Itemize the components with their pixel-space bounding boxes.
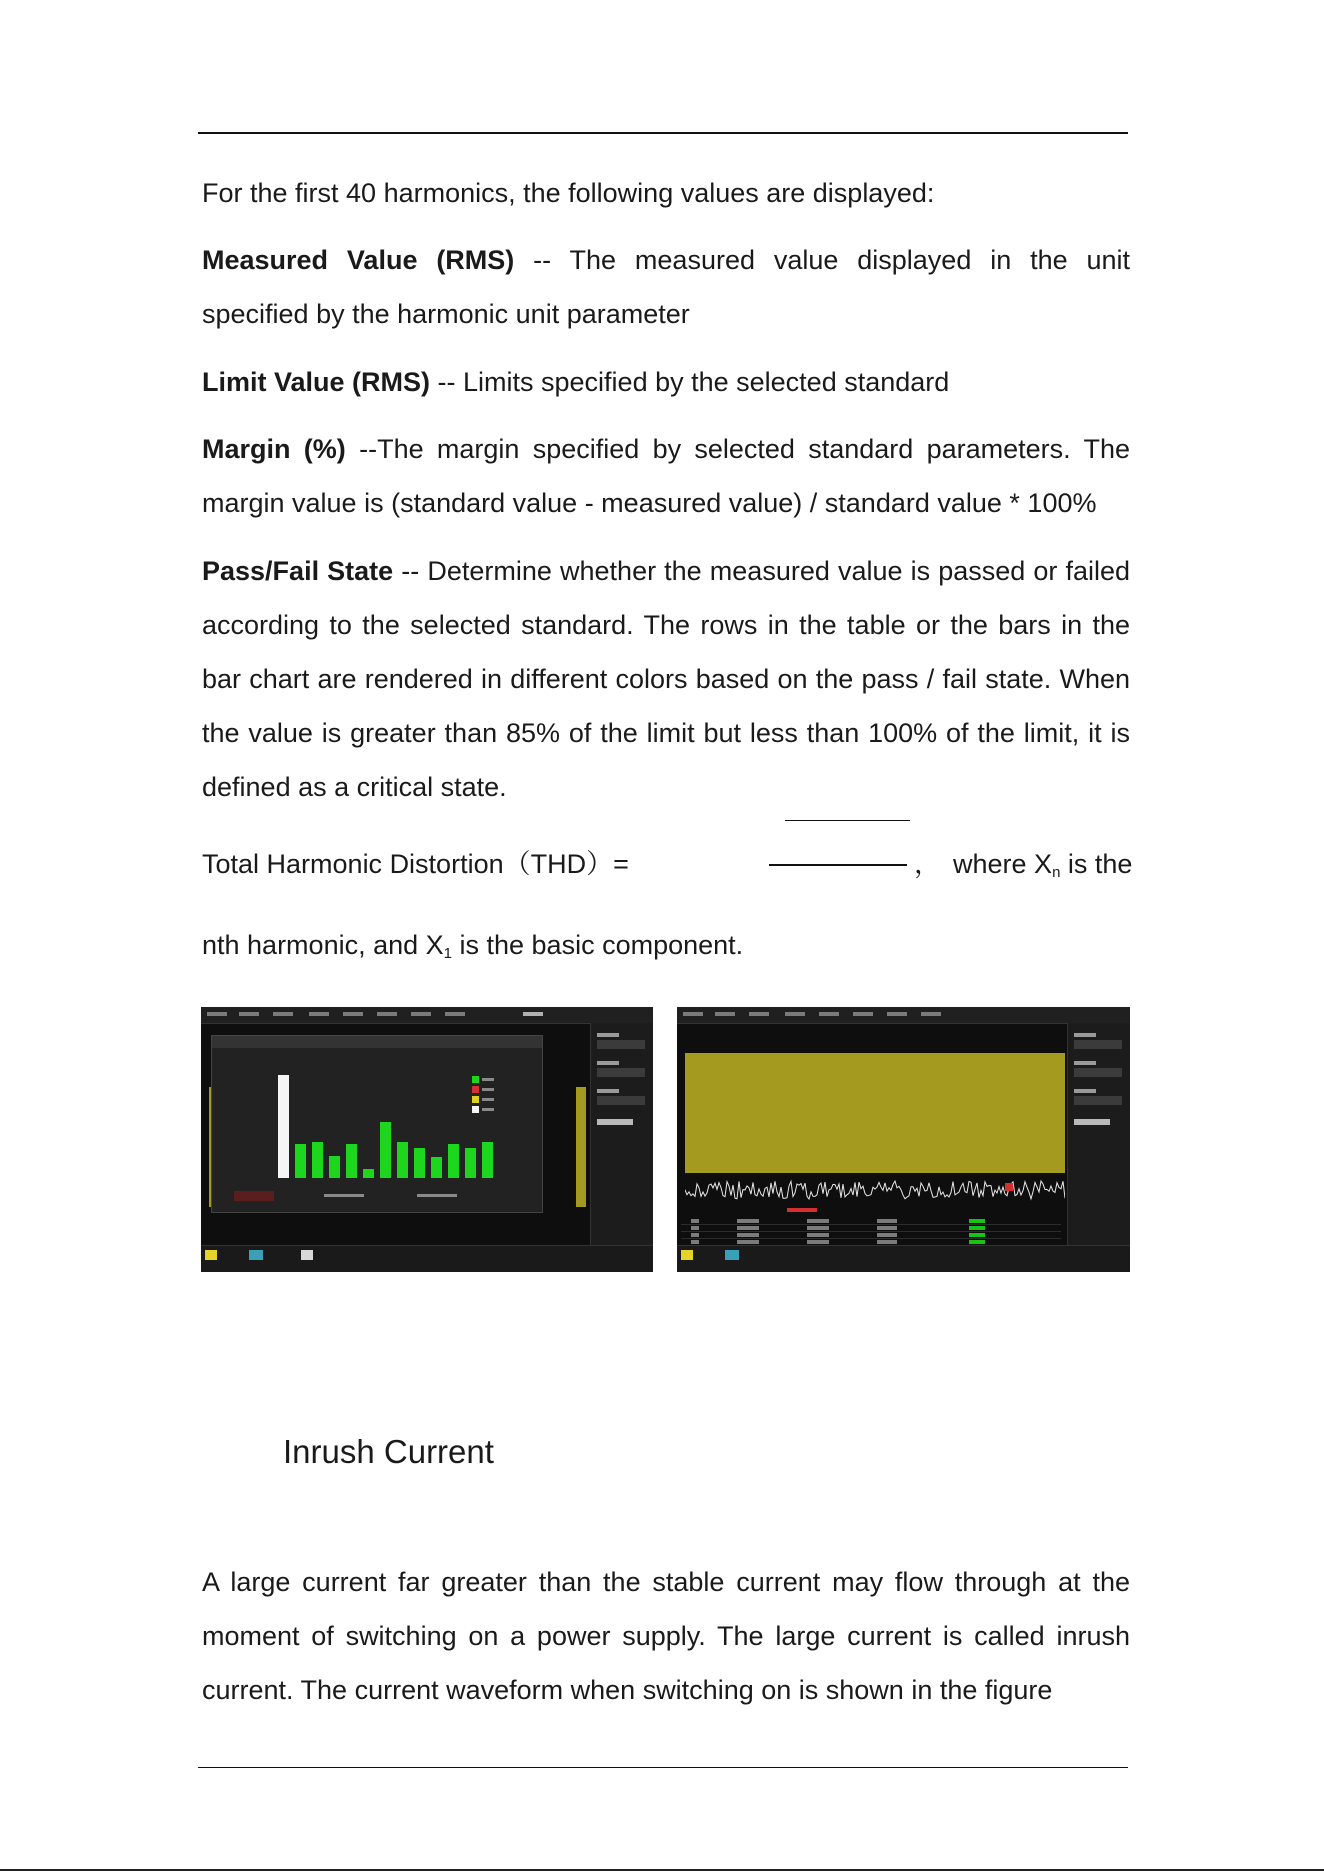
formula-fraction-bar (769, 864, 907, 866)
harmonic-bar (312, 1142, 323, 1178)
pass-fail-paragraph: Pass/Fail State -- Determine whether the measured value is passed or failed according to the selected standard. The rows in the table or the bars in the bar chart are rendered in different colors based on the pass / fail state. When the value is greater than 85% of the limit but less than 100% of the limit, it is defined as a critical state. (202, 556, 1130, 802)
harmonic-bar (295, 1144, 306, 1178)
thd-label: Total Harmonic Distortion（THD）= (202, 849, 629, 879)
table-row (681, 1224, 1061, 1225)
table-cell (737, 1226, 759, 1230)
footer-rule (198, 1767, 1128, 1768)
term-limit-value: Limit Value (RMS) (202, 367, 431, 397)
limit-value-paragraph: Limit Value (RMS) -- Limits specified by the selected standard (202, 367, 950, 397)
table-cell (807, 1240, 829, 1244)
harmonic-bar (448, 1144, 459, 1178)
harmonic-bar (363, 1169, 374, 1178)
harmonic-bar (397, 1142, 408, 1178)
scope-status-bar (201, 1245, 653, 1272)
thd-definition-paragraph: nth harmonic, and $X_1$ is the basic component. (202, 930, 744, 962)
scope-side-menu (590, 1023, 653, 1246)
table-cell (877, 1219, 897, 1223)
noise-trace (685, 1175, 1065, 1205)
table-cell (969, 1233, 985, 1237)
harmonic-bar (431, 1157, 442, 1178)
section-heading-inrush-current: Inrush Current (283, 1433, 494, 1470)
intro-paragraph: For the first 40 harmonics, the following values are displayed: (202, 178, 935, 208)
harmonic-bar (329, 1156, 340, 1178)
harmonic-bar (346, 1144, 357, 1178)
term-margin: Margin (%) (202, 434, 346, 464)
scope-side-menu (1067, 1023, 1130, 1246)
table-cell (807, 1219, 829, 1223)
harmonic-bar (482, 1142, 493, 1178)
table-cell (737, 1233, 759, 1237)
waveform-band (685, 1053, 1065, 1173)
harmonic-bar (278, 1075, 289, 1178)
table-cell (737, 1240, 759, 1244)
harmonic-bar (380, 1122, 391, 1178)
table-cell (691, 1240, 699, 1244)
channel-edge-right (576, 1087, 586, 1207)
inrush-paragraph: A large current far greater than the stable current may flow through at the moment of switching on a power supply. The large current is called inrush current. The current waveform when switching on is shown in the figure (202, 1567, 1130, 1705)
harmonics-table-screenshot (677, 1007, 1130, 1272)
table-cell (969, 1226, 985, 1230)
formula-comma: ， (914, 849, 941, 879)
table-cell (737, 1219, 759, 1223)
table-cell (807, 1226, 829, 1230)
table-cell (877, 1233, 897, 1237)
scope-top-bar (201, 1007, 653, 1024)
table-cell (969, 1219, 985, 1223)
table-cell (877, 1226, 897, 1230)
scope-top-bar (677, 1007, 1130, 1024)
formula-radical-bar (785, 820, 910, 821)
table-row (681, 1238, 1061, 1239)
term-measured-value: Measured Value (RMS) (202, 245, 515, 275)
thd-where-text: where $X_n$ is the (953, 849, 1133, 881)
table-cell (807, 1233, 829, 1237)
page-edge-rule (0, 1869, 1324, 1871)
measured-value-paragraph: Measured Value (RMS) -- The measured value displayed in the unit specified by the harmonic unit parameter (202, 245, 1130, 329)
term-pass-fail: Pass/Fail State (202, 556, 394, 586)
table-cell (691, 1219, 699, 1223)
harmonic-bar (465, 1148, 476, 1178)
thd-formula-line (202, 842, 1133, 886)
harmonic-bar (414, 1148, 425, 1178)
harmonics-window (211, 1035, 543, 1213)
table-cell (969, 1240, 985, 1244)
table-cell (691, 1233, 699, 1237)
header-rule (198, 132, 1128, 134)
table-row (681, 1231, 1061, 1232)
harmonics-bar-chart-screenshot (201, 1007, 653, 1272)
table-cell (691, 1226, 699, 1230)
table-cell (877, 1240, 897, 1244)
margin-paragraph: Margin (%) --The margin specified by selected standard parameters. The margin value is (standard value - measured value) / standard value * 100% (202, 434, 1131, 518)
scope-status-bar (677, 1245, 1130, 1272)
